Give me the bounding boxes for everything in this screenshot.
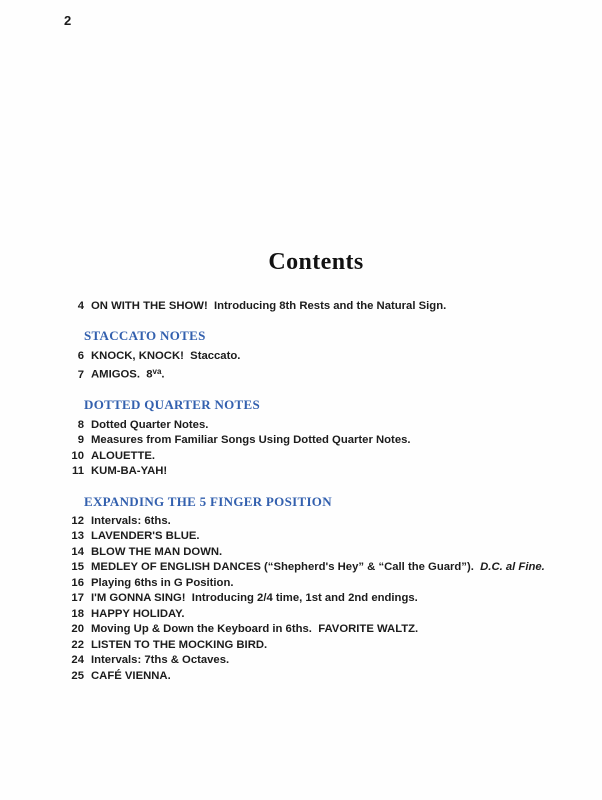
entry-title: LAVENDER'S BLUE. xyxy=(91,530,200,543)
toc-entry xyxy=(60,349,572,364)
entry-title: Intervals: 6ths. xyxy=(91,515,171,528)
entry-title: KUM-BA-YAH! xyxy=(91,465,168,478)
entry-title: ALOUETTE. xyxy=(91,449,156,462)
entry-page-number: 7 xyxy=(77,368,84,381)
toc-entry xyxy=(60,514,572,529)
entry-title: AMIGOS. $8^{va}$. xyxy=(91,367,165,381)
entry-page-number: 17 xyxy=(71,592,84,605)
toc-entry xyxy=(60,653,572,668)
toc-entry xyxy=(60,638,572,653)
toc-entry xyxy=(60,576,572,591)
entry-page-number: 13 xyxy=(71,530,84,543)
page-number: 2 xyxy=(64,13,72,28)
toc-entry xyxy=(60,418,572,433)
toc-entry xyxy=(60,364,572,383)
entry-page-number: 4 xyxy=(77,300,84,312)
entry-page-number: 18 xyxy=(71,607,84,620)
toc-entry xyxy=(60,464,572,479)
contents-list xyxy=(60,299,572,684)
entry-page-number: 22 xyxy=(71,638,84,651)
entry-title: Playing 6ths in G Position. xyxy=(91,576,234,589)
entry-title: Measures from Familiar Songs Using Dotted Quarter Notes. xyxy=(91,434,411,447)
toc-entry xyxy=(60,560,572,575)
toc-entry xyxy=(60,449,572,464)
entry-title: Dotted Quarter Notes. xyxy=(91,418,209,431)
entry-page-number: 15 xyxy=(71,561,84,574)
entry-page-number: 14 xyxy=(71,545,84,558)
entry-page-number: 16 xyxy=(71,576,84,589)
toc-entry xyxy=(60,669,572,684)
toc-entry xyxy=(60,299,572,314)
entry-title: BLOW THE MAN DOWN. xyxy=(91,545,223,558)
entry-title: MEDLEY OF ENGLISH DANCES (“Shepherd's Hey” & “Call the Guard”). D.C. al Fine. xyxy=(91,561,545,574)
entry-title: HAPPY HOLIDAY. xyxy=(91,607,185,620)
toc-entry xyxy=(60,545,572,560)
entry-title: Moving Up & Down the Keyboard in 6ths. FAVORITE WALTZ. xyxy=(91,623,419,636)
entry-title: LISTEN TO THE MOCKING BIRD. xyxy=(91,638,268,651)
toc-entry xyxy=(60,622,572,637)
entry-page-number: 9 xyxy=(77,434,84,447)
entry-page-number: 20 xyxy=(71,623,84,636)
entry-page-number: 25 xyxy=(71,669,84,682)
toc-entry xyxy=(60,433,572,448)
entry-page-number: 8 xyxy=(77,418,84,431)
section-heading: EXPANDING THE 5 FINGER POSITION xyxy=(84,493,332,509)
entry-page-number: 24 xyxy=(71,654,84,667)
toc-entry xyxy=(60,607,572,622)
toc-entry xyxy=(60,591,572,606)
entry-title: KNOCK, KNOCK! Staccato. xyxy=(91,349,241,362)
section-heading: STACCATO NOTES xyxy=(84,328,206,344)
entry-page-number: 11 xyxy=(72,465,84,478)
entry-title: ON WITH THE SHOW! Introducing 8th Rests and the Natural Sign. xyxy=(91,300,447,312)
entry-page-number: 6 xyxy=(77,349,84,362)
entry-page-number: 12 xyxy=(71,515,84,528)
entry-title: CAFÉ VIENNA. xyxy=(91,669,171,682)
section-heading: DOTTED QUARTER NOTES xyxy=(84,397,261,413)
entry-page-number: 10 xyxy=(71,449,84,462)
entry-title: I'M GONNA SING! Introducing 2/4 time, 1st and 2nd endings. xyxy=(91,592,418,605)
entry-title: Intervals: 7ths & Octaves. xyxy=(91,654,230,667)
toc-entry xyxy=(60,529,572,544)
page-title: Contents xyxy=(268,249,364,275)
